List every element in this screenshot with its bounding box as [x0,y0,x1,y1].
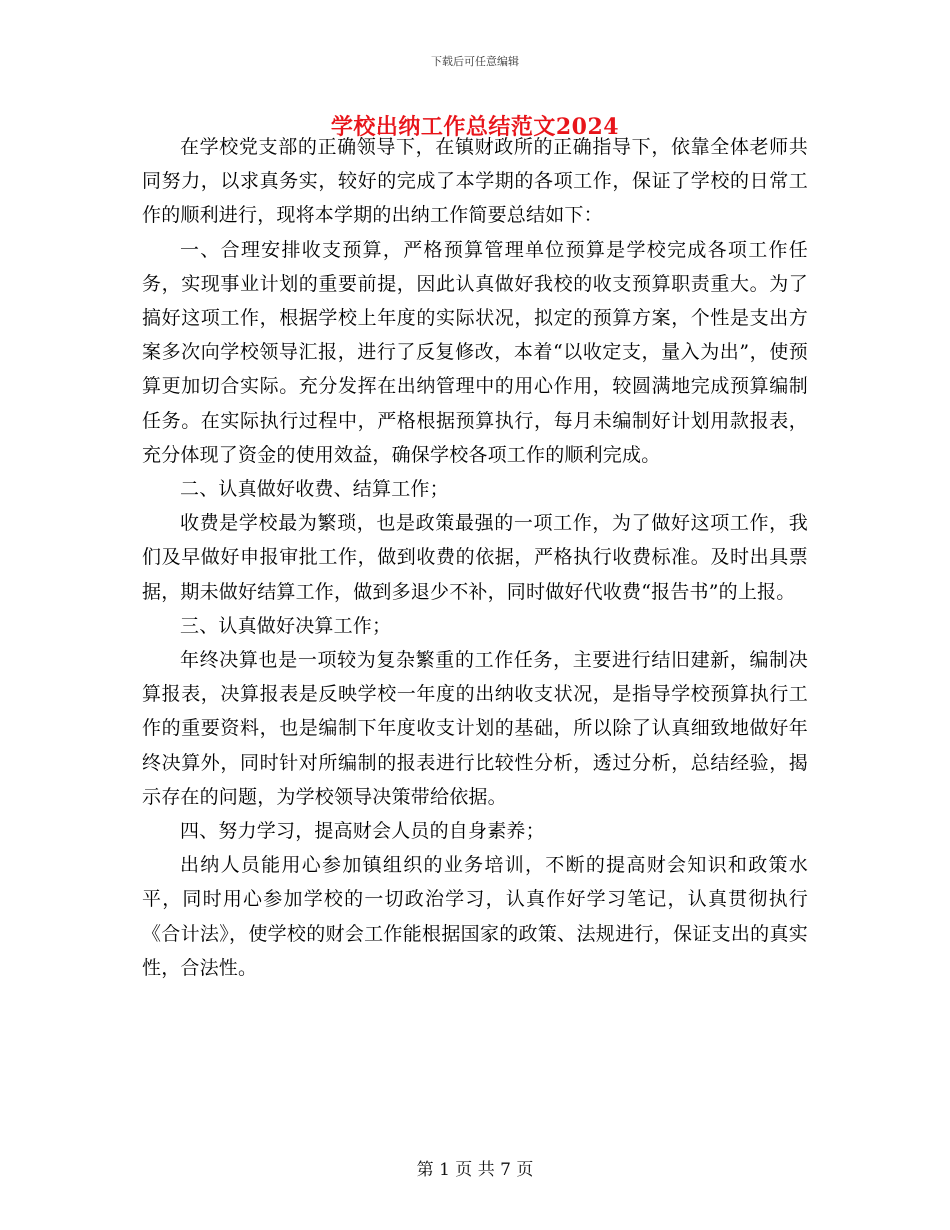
heading-study: 四、努力学习，提高财会人员的自身素养； [180,820,545,843]
paragraph-final-accounts: 年终决算也是一项较为复杂繁重的工作任务，主要进行结旧建新，编制决算报表，决算报表是反映学校一年度的出纳收支状况，是指导学校预算执行工作的重要资料，也是编制下年度收支计划的基础，所以除了认真细致地做好年终决算外，同时针对所编制的报表进行比较性分析，透过分析，总结经验，揭示存在的问题，为学校领导决策带给依据。 [142,649,808,808]
header-note: 下载后可任意编辑 [431,55,519,68]
document-body [142,130,808,985]
heading-fees: 二、认真做好收费、结算工作； [180,478,449,501]
paragraph-fees: 收费是学校最为繁琐，也是政策最强的一项工作，为了做好这项工作，我们及早做好申报审批工作，做到收费的依据，严格执行收费标准。及时出具票据，期未做好结算工作，做到多退少不补，同时做好代收费“报告书”的上报。 [142,512,808,603]
paragraph-study: 出纳人员能用心参加镇组织的业务培训，不断的提高财会知识和政策水平，同时用心参加学校的一切政治学习，认真作好学习笔记，认真贯彻执行《合计法》，使学校的财会工作能根据国家的政策、法规进行，保证支出的真实性，合法性。 [142,854,808,979]
page-number: 第 1 页 共 7 页 [416,1160,534,1180]
paragraph-intro: 在学校党支部的正确领导下，在镇财政所的正确指导下，依靠全体老师共同努力，以求真务实，较好的完成了本学期的各项工作，保证了学校的日常工作的顺利进行，现将本学期的出纳工作简要总结如下： [142,136,808,227]
document-title: 学校出纳工作总结范文2024 [330,114,620,140]
paragraph-budget: 一、合理安排收支预算，严格预算管理单位预算是学校完成各项工作任务，实现事业计划的重要前提，因此认真做好我校的收支预算职责重大。为了搞好这项工作，根据学校上年度的实际状况，拟定的预算方案，个性是支出方案多次向学校领导汇报，进行了反复修改，本着“以收定支，量入为出”，使预算更加切合实际。充分发挥在出纳管理中的用心作用，较圆满地完成预算编制任务。在实际执行过程中，严格根据预算执行，每月未编制好计划用款报表，充分体现了资金的使用效益，确保学校各项工作的顺利完成。 [142,238,808,466]
heading-final-accounts: 三、认真做好决算工作； [180,614,392,637]
